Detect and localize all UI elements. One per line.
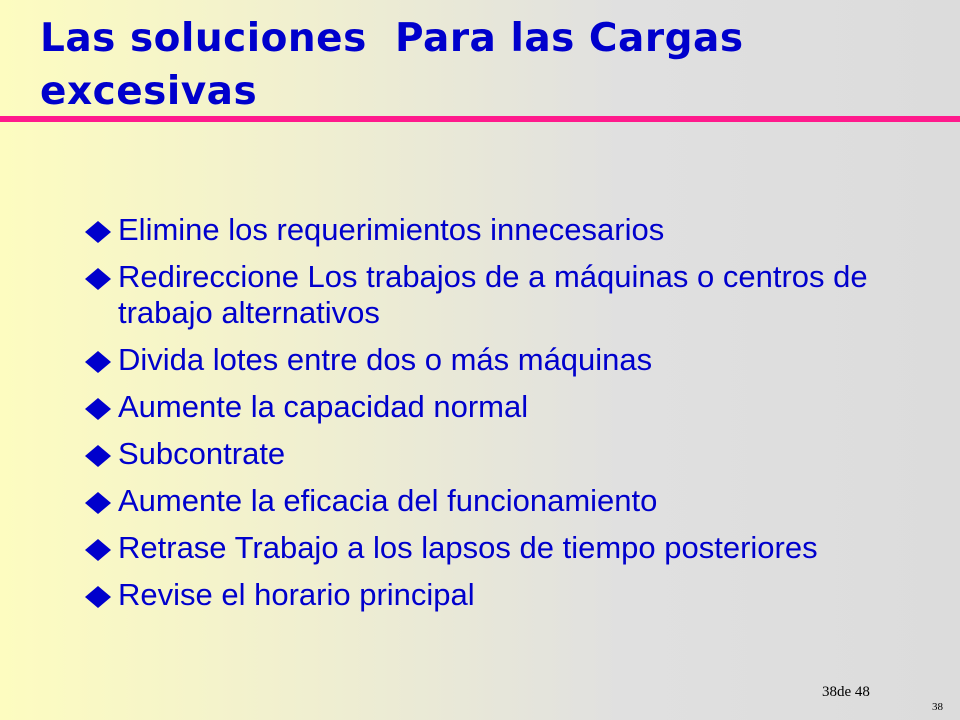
bullet-item	[82, 342, 902, 378]
bullet-text: Elimine los requerimientos innecesarios	[118, 212, 665, 247]
bullet-text: Divida lotes entre dos o más máquinas	[118, 342, 653, 377]
diamond-bullet-icon	[82, 444, 114, 468]
slide-title-line-1: Las soluciones Para las Cargas	[40, 16, 744, 61]
bullet-item	[82, 389, 902, 425]
title-underline-rule	[0, 116, 960, 122]
bullet-text: Redireccione Los trabajos de a máquinas o centros de trabajo alternativos	[118, 259, 868, 330]
diamond-bullet-icon	[82, 538, 114, 562]
diamond-bullet-icon	[82, 585, 114, 609]
bullet-item	[82, 212, 902, 248]
bullet-text: Aumente la eficacia del funcionamiento	[118, 483, 658, 518]
bullet-item	[82, 530, 902, 566]
slide-number: 38	[932, 701, 943, 713]
bullet-item	[82, 259, 902, 331]
slide-title-line-2: excesivas	[40, 69, 258, 114]
bullet-text: Aumente la capacidad normal	[118, 389, 529, 424]
page-number: 38de 48	[822, 684, 870, 700]
diamond-bullet-icon	[82, 491, 114, 515]
diamond-bullet-icon	[82, 350, 114, 374]
bullet-text: Revise el horario principal	[118, 577, 475, 612]
diamond-bullet-icon	[82, 397, 114, 421]
bullet-text: Subcontrate	[118, 436, 286, 471]
bullet-item	[82, 483, 902, 519]
slide-title	[40, 12, 744, 118]
bullet-item	[82, 436, 902, 472]
bullet-item	[82, 577, 902, 613]
bullet-text: Retrase Trabajo a los lapsos de tiempo posteriores	[118, 530, 818, 565]
diamond-bullet-icon	[82, 267, 114, 291]
bullet-list	[82, 212, 902, 624]
diamond-bullet-icon	[82, 220, 114, 244]
